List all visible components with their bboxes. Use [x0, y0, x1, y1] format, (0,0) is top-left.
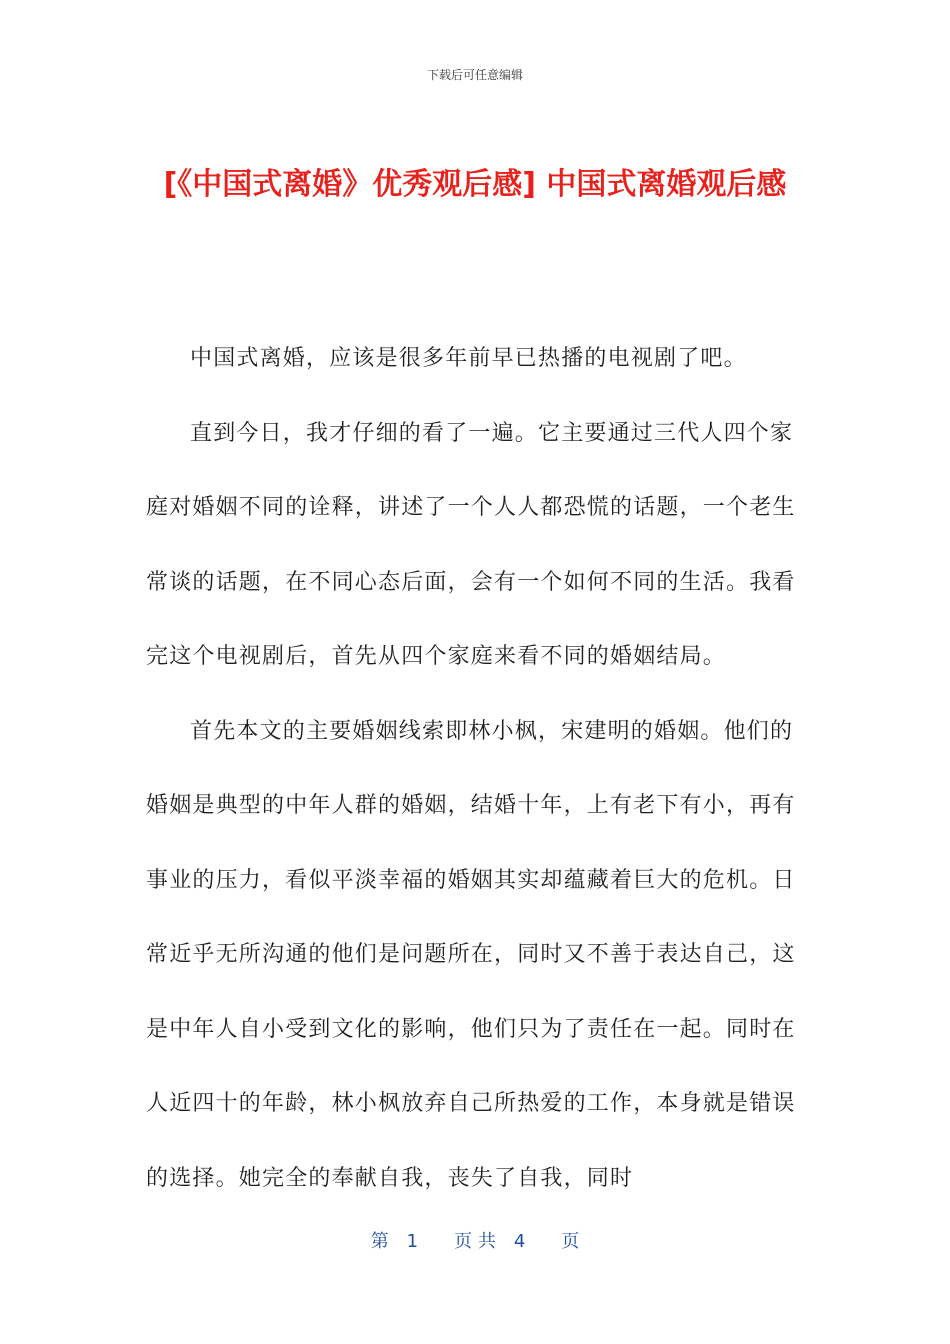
paragraph: 中国式离婚，应该是很多年前早已热播的电视剧了吧。: [190, 346, 747, 371]
document-body: [146, 322, 806, 1216]
paragraph: 首先本文的主要婚姻线索即林小枫，宋建明的婚姻。他们的婚姻是典型的中年人群的婚姻，结婚十年，上有老下有小，再有事业的压力，看似平淡幸福的婚姻其实却蕴藏着巨大的危机。日常近乎无所沟通的他们是问题所在，同时又不善于表达自己，这是中年人自小受到文化的影响，他们只为了责任在一起。同时在人近四十的年龄，林小枫放弃自己所热爱的工作，本身就是错误的选择。她完全的奉献自我，丧失了自我，同时: [146, 718, 796, 1191]
page-footer: 第 1 页 共 4 页: [370, 1231, 580, 1252]
document-title: [《中国式离婚》优秀观后感] 中国式离婚观后感: [163, 167, 787, 203]
page-header-note: 下载后可任意编辑: [426, 68, 523, 82]
paragraph: 直到今日，我才仔细的看了一遍。它主要通过三代人四个家庭对婚姻不同的诠释，讲述了一个人人都恐慌的话题，一个老生常谈的话题，在不同心态后面，会有一个如何不同的生活。我看完这个电视剧后，首先从四个家庭来看不同的婚姻结局。: [146, 420, 796, 669]
